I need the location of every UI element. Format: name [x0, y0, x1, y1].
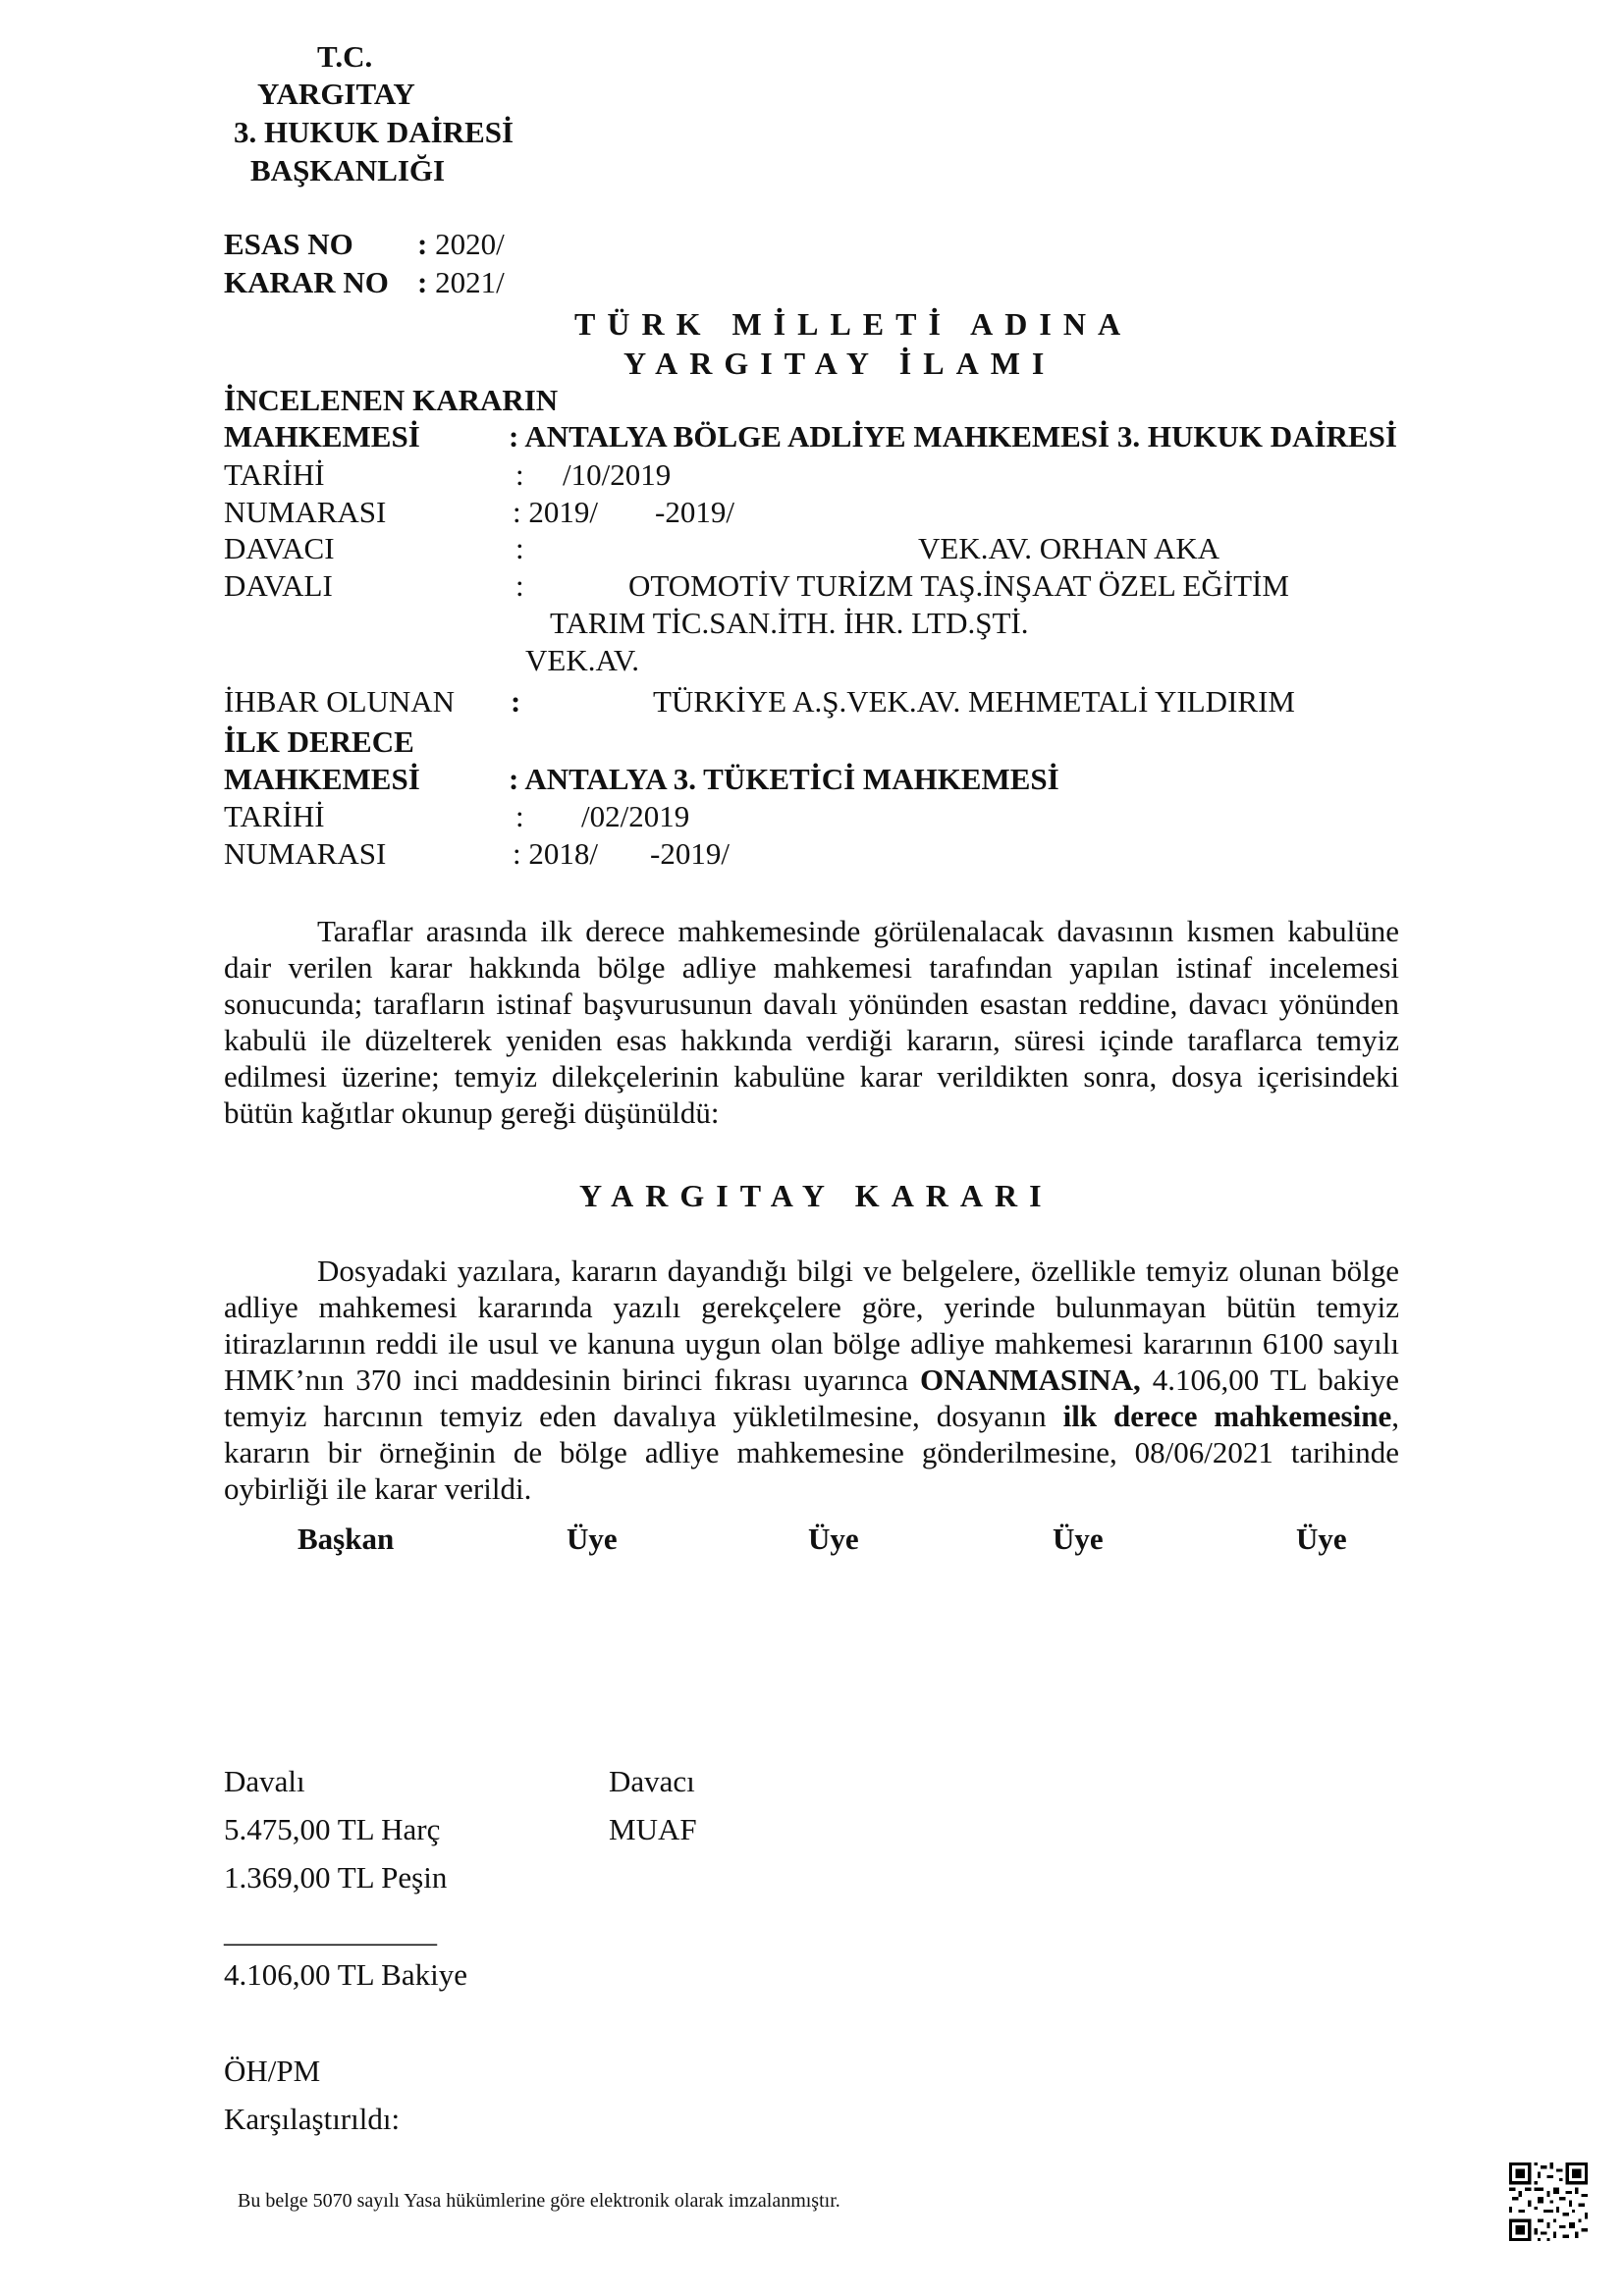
fees-pesin: 1.369,00 TL Peşin: [224, 1860, 448, 1895]
ihbar-colon: :: [511, 684, 521, 719]
karar-no-label: KARAR NO: [224, 265, 389, 299]
header-yargitay: YARGITAY: [257, 77, 415, 111]
footer-initials: ÖH/PM: [224, 2054, 321, 2088]
esas-no-label: ESAS NO: [224, 227, 353, 261]
case-value-colon: :: [417, 265, 428, 299]
ilk-numarasi-value-1: : 2018/: [513, 836, 598, 871]
footer-compared: Karşılaştırıldı:: [224, 2102, 401, 2136]
davaci-value: VEK.AV. ORHAN AKA: [918, 531, 1220, 565]
davaci-colon: :: [515, 531, 524, 565]
fees-muaf: MUAF: [609, 1812, 697, 1846]
paragraph-intro-text: Taraflar arasında ilk derece mahkemesinde görülenalacak davasının kısmen kabulüne dair verilen karar hakkında bölge adliye mahkemesi tarafından yapılan istinaf incelemesi sonucunda; tarafların istinaf başvurusunun davalı yönünden esastan reddine, davacı yönünden kabulü ile düzelterek yeniden esas hakkında verdiği kararın, süresi içinde taraflarca temyiz edilmesi üzerine; temyiz dilekçelerinin kabulüne karar verildikten sonra, dosya içerisindeki bütün kağıtlar okunup gereği düşünüldü:: [224, 914, 1399, 1130]
davaci-label: DAVACI: [224, 531, 335, 565]
case-value-number: 2021/: [427, 265, 505, 299]
davali-label: DAVALI: [224, 568, 333, 603]
ihbar-value: TÜRKİYE A.Ş.VEK.AV. MEHMETALİ YILDIRIM: [653, 684, 1295, 719]
title-turk-milleti: TÜRK MİLLETİ ADINA: [574, 306, 1133, 342]
tarihi-label: TARİHİ: [224, 457, 325, 492]
numarasi-value-2: -2019/: [655, 495, 734, 529]
fees-davali-label: Davalı: [224, 1764, 305, 1798]
numarasi-label: NUMARASI: [224, 495, 387, 529]
davali-value-1: OTOMOTİV TURİZM TAŞ.İNŞAAT ÖZEL EĞİTİM: [628, 568, 1289, 603]
fees-harc: 5.475,00 TL Harç: [224, 1812, 441, 1846]
tarihi-value: /10/2019: [563, 457, 672, 492]
decision-text-1: Dosyadaki yazılara, kararın dayandığı bilgi ve belgelere, özellikle temyiz olunan bölge adliye mahkemesi kararında yazılı gerekçelere göre, yerinde bulunmayan bütün temyiz itirazlarının reddi ile usul ve kanuna uygun olan bölge adliye mahkemesi kararının 6100 sayılı HMK’nın 370 inci maddesinin birinci fıkrası uyarınca: [224, 1254, 1399, 1397]
decision-bold-ilk-derece: ilk derece mahkemesine: [1062, 1399, 1392, 1433]
case-value-colon: :: [417, 227, 428, 261]
paragraph-intro: [224, 913, 1399, 1131]
header-tc: T.C.: [317, 39, 373, 74]
ihbar-label: İHBAR OLUNAN: [224, 684, 456, 719]
mahkemesi-value: : ANTALYA BÖLGE ADLİYE MAHKEMESİ 3. HUKUK DAİRESİ: [509, 419, 1397, 454]
header-daire: 3. HUKUK DAİRESİ: [234, 115, 514, 149]
decision-text-2: 4.106,00 TL bakiye temyiz harcının temyiz eden davalıya yükletilmesine, dosyanın: [224, 1362, 1399, 1433]
signature-uye-4: Üye: [1296, 1522, 1347, 1556]
numarasi-value-1: : 2019/: [513, 495, 598, 529]
ilk-tarihi-label: TARİHİ: [224, 799, 325, 833]
decision-bold-onanmasina: ONANMASINA,: [919, 1362, 1141, 1397]
ilk-derece: İLK DERECE: [224, 724, 414, 759]
esas-no-value: [417, 227, 505, 262]
signature-uye-3: Üye: [1053, 1522, 1104, 1556]
fees-davaci-label: Davacı: [609, 1764, 695, 1798]
title-yargitay-karari: YARGITAY KARARI: [579, 1178, 1054, 1213]
signature-uye-2: Üye: [808, 1522, 859, 1556]
fees-divider: ______________: [224, 1914, 437, 1949]
karar-no-value: [417, 265, 505, 300]
davali-colon: :: [515, 568, 524, 603]
title-yargitay-ilami: YARGITAY İLAMI: [623, 346, 1056, 381]
fees-bakiye: 4.106,00 TL Bakiye: [224, 1957, 467, 1992]
ilk-mahkemesi-value: : ANTALYA 3. TÜKETİCİ MAHKEMESİ: [509, 762, 1059, 796]
mahkemesi-label: MAHKEMESİ: [224, 419, 420, 454]
davali-value-3: VEK.AV.: [525, 643, 639, 677]
ilk-mahkemesi-label: MAHKEMESİ: [224, 762, 420, 796]
tarihi-colon: :: [515, 457, 524, 492]
ilk-numarasi-label: NUMARASI: [224, 836, 387, 871]
paragraph-decision: [224, 1253, 1399, 1507]
ilk-numarasi-value-2: -2019/: [650, 836, 730, 871]
incelenen-kararin: İNCELENEN KARARIN: [224, 383, 559, 417]
signature-baskan: Başkan: [298, 1522, 395, 1556]
header-baskanlik: BAŞKANLIĞI: [250, 153, 446, 187]
signature-uye-1: Üye: [567, 1522, 618, 1556]
davali-value-2: TARIM TİC.SAN.İTH. İHR. LTD.ŞTİ.: [550, 606, 1029, 640]
ilk-tarihi-colon: :: [515, 799, 524, 833]
decision-text-3: , kararın bir örneğinin de bölge adliye mahkemesine gönderilmesine, 08/06/2021 tarihinde oybirliği ile karar verildi.: [224, 1399, 1399, 1506]
case-value-number: 2020/: [427, 227, 505, 261]
qr-code-icon: [1509, 2163, 1588, 2241]
footer-esign-note: Bu belge 5070 sayılı Yasa hükümlerine göre elektronik olarak imzalanmıştır.: [238, 2190, 840, 2212]
ilk-tarihi-value: /02/2019: [581, 799, 690, 833]
